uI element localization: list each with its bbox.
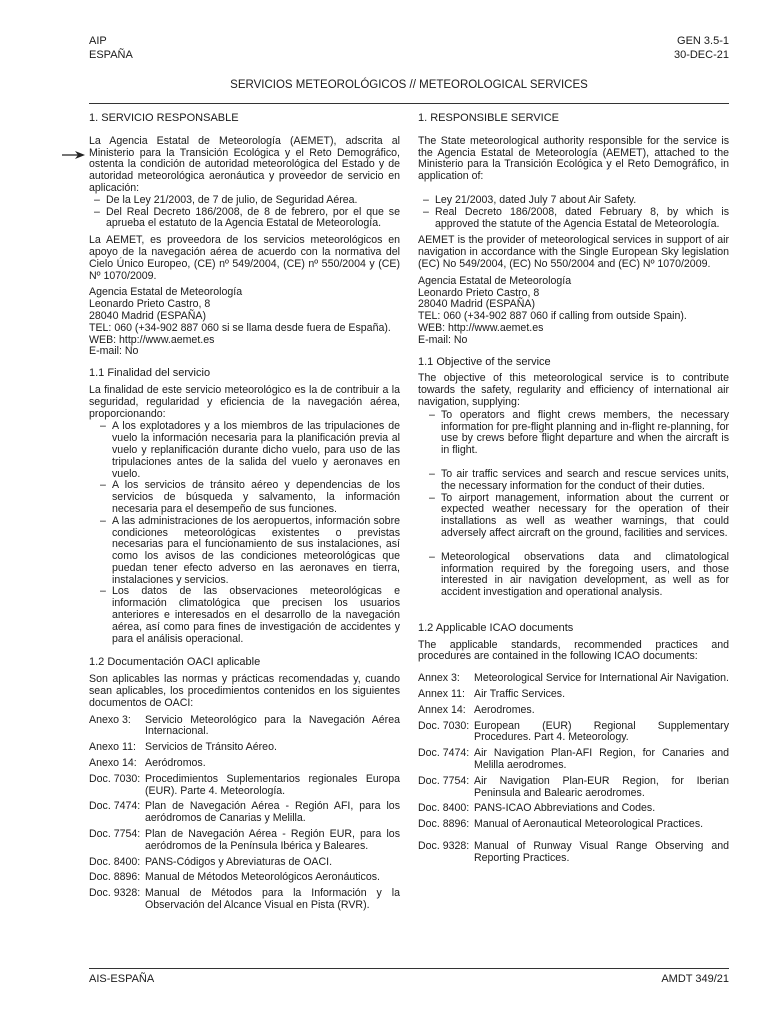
doc-row: Doc. 8400: PANS-Códigos y Abreviaturas de OACI. [89, 855, 333, 868]
paragraph: La Agencia Estatal de Meteorología (AEMET), adscrita al Ministerio para la Transición Ecológica y el Reto Demográfico, ostenta la condición de autoridad meteorológica del Estado y de autoridad meteorológica aeronáutica y proveedor de servicio en aplicación: [89, 134, 400, 194]
contact-line: E-mail: No [418, 333, 468, 346]
list-item: – To operators and flight crews members, the necessary information for pre-flight planning and in-flight re-planning, for use by crews before flight departure and when the aircraft is in flight. [429, 408, 729, 457]
list-item: – To air traffic services and search and rescue services units, the necessary information for the conduct of their duties. [429, 467, 729, 492]
section-heading: 1. RESPONSIBLE SERVICE [418, 112, 560, 124]
header-date: 30-DEC-21 [673, 49, 729, 61]
paragraph: The State meteorological authority responsible for the service is the Agencia Estatal de Meteorología (AEMET), attached to the Ministerio para la Transición Ecológica y el Reto Demográfico, in application of: [418, 134, 729, 183]
document-page [89, 0, 729, 1024]
list-item: – Del Real Decreto 186/2008, de 8 de febrero, por el que se aprueba el estatuto de la Agencia Estatal de Meteorología. [94, 205, 400, 230]
subsection-heading: 1.2 Documentación OACI aplicable [89, 656, 261, 669]
contact-line: 28040 Madrid (ESPAÑA) [89, 309, 206, 322]
paragraph: La finalidad de este servicio meteorológico es la de contribuir a la seguridad, regularidad y eficiencia de la navegación aérea, proporcionando: [89, 383, 400, 420]
list-item: – Ley 21/2003, dated July 7 about Air Safety. [423, 193, 637, 206]
footer-amendment: AMDT 349/21 [661, 973, 729, 985]
list-item: – To airport management, information about the current or expected weather necessary for the operation of their installations as well as weather warnings, that could adversely affect aircraft on the ground, facilities and services. [429, 491, 729, 539]
doc-row: Doc. 9328: Manual of Runway Visual Range Observing and Reporting Practices. [418, 840, 729, 864]
column-english [418, 113, 729, 869]
contact-line: E-mail: No [89, 345, 139, 358]
contact-line: TEL: 060 (+34-902 887 060 if calling from outside Spain). [418, 310, 687, 323]
doc-row: Doc. 7030: Procedimientos Suplementarios regionales Europa (EUR). Parte 4. Meteorología. [89, 772, 400, 797]
paragraph: The applicable standards, recommended practices and procedures are contained in the following ICAO documents: [418, 638, 729, 663]
doc-row: Doc. 8896: Manual of Aeronautical Meteorological Practices. [418, 818, 704, 831]
contact-line: Leonardo Prieto Castro, 8 [418, 286, 540, 299]
header-right [674, 34, 729, 62]
section-heading: 1. SERVICIO RESPONSABLE [89, 112, 239, 124]
contact-line: TEL: 060 (+34-902 887 060 si se llama desde fuera de España). [89, 321, 391, 334]
list-item: – A los servicios de tránsito aéreo y dependencias de los servicios de búsqueda y salvamento, la información necesaria para el desempeño de sus funciones. [100, 479, 400, 515]
header-country: ESPAÑA [89, 49, 133, 61]
doc-row: Anexo 14: Aeródromos. [89, 757, 206, 770]
paragraph: The objective of this meteorological service is to contribute towards the safety, regularity and efficiency of international air navigation, supplying: [418, 372, 729, 408]
doc-row: Doc. 7754: Air Navigation Plan-EUR Region, for Iberian Peninsula and Balearic aerodromes. [418, 774, 729, 799]
doc-row: Annex 3: Meteorological Service for International Air Navigation. [418, 672, 729, 685]
footer-rule [89, 968, 729, 969]
header-page-ref: GEN 3.5-1 [677, 35, 729, 47]
paragraph: AEMET is the provider of meteorological services in support of air navigation in accordance with the Single European Sky legislation (EC) No 549/2004, (EC) No 550/2004 and (EC) Nº 1070/2009. [418, 234, 729, 270]
header-left [89, 34, 133, 62]
footer-publisher: AIS-ESPAÑA [89, 973, 155, 985]
subsection-heading: 1.1 Objective of the service [418, 355, 551, 368]
header-aip: AIP [89, 35, 107, 47]
title-separator: // [406, 79, 420, 91]
doc-row: Doc. 7474: Plan de Navegación Aérea - Región AFI, para los aeródromos de Canarias y Melilla. [89, 800, 400, 825]
list-item: – A los explotadores y a los miembros de las tripulaciones de vuelo la información necesaria para la planificación previa al vuelo y replanificación durante dicho vuelo, para uso de las tripulaciones antes de la salida del vuelo y aeronaves en vuelo. [100, 420, 400, 480]
doc-row: Doc. 7474: Air Navigation Plan-AFI Region, for Canaries and Melilla aerodromes. [418, 747, 729, 772]
doc-row: Doc. 8896: Manual de Métodos Meteorológicos Aeronáuticos. [89, 871, 380, 884]
doc-row: Doc. 9328: Manual de Métodos para la Información y la Observación del Alcance Visual en Pista (RVR). [89, 887, 400, 912]
title-rule [89, 103, 729, 104]
doc-row: Doc. 8400: PANS-ICAO Abbreviations and Codes. [418, 802, 656, 815]
title-es: SERVICIOS METEOROLÓGICOS [230, 79, 407, 91]
column-spanish [89, 113, 400, 916]
doc-row: Doc. 7030: European (EUR) Regional Supplementary Procedures. Part 4. Meteorology. [418, 719, 729, 744]
contact-line: WEB: http://www.aemet.es [418, 321, 544, 334]
list-item: – De la Ley 21/2003, de 7 de julio, de Seguridad Aérea. [94, 193, 358, 206]
contact-block [89, 287, 400, 358]
subsection-heading: 1.2 Applicable ICAO documents [418, 621, 574, 634]
contact-line: Leonardo Prieto Castro, 8 [89, 298, 211, 311]
change-marker-arrow-icon [62, 149, 86, 161]
doc-row: Doc. 7754: Plan de Navegación Aérea - Región EUR, para los aeródromos de la Península Ibérica y Baleares. [89, 828, 400, 852]
contact-block [418, 276, 729, 347]
contact-line: Agencia Estatal de Meteorología [89, 286, 243, 299]
paragraph: La AEMET, es proveedora de los servicios meteorológicos en apoyo de la navegación aérea de acuerdo con la normativa del Cielo Único Europeo, (CE) nº 549/2004, (CE) nº 550/2004 y (CE) Nº 1070/2009. [89, 234, 400, 282]
title-en: METEOROLOGICAL SERVICES [419, 79, 588, 91]
doc-row: Anexo 11: Servicios de Tránsito Aéreo. [89, 741, 277, 754]
doc-row: Annex 11: Air Traffic Services. [418, 688, 566, 701]
page-title [89, 79, 729, 91]
list-item: – Real Decreto 186/2008, dated February 8, by which is approved the statute of the Agencia Estatal de Meteorología. [423, 205, 729, 230]
list-item: – Los datos de las observaciones meteorológicas e información climatológica que precisen los usuarios anteriores e interesados en el desarrollo de la navegación aérea, así como para fines de investigación de accidentes y para el análisis operacional. [100, 585, 400, 645]
contact-line: Agencia Estatal de Meteorología [418, 274, 572, 287]
contact-line: 28040 Madrid (ESPAÑA) [418, 298, 535, 311]
contact-line: WEB: http://www.aemet.es [89, 333, 215, 346]
doc-row: Annex 14: Aerodromes. [418, 703, 535, 716]
doc-row: Anexo 3: Servicio Meteorológico para la Navegación Aérea Internacional. [89, 713, 400, 738]
subsection-heading: 1.1 Finalidad del servicio [89, 367, 211, 380]
list-item: – A las administraciones de los aeropuertos, información sobre condiciones meteorológicas existentes o previstas necesarias para el funcionamiento de sus instalaciones, así como los avisos de las condiciones meteorológicas que puedan tener efecto adverso en las aeronaves en tierra, instalaciones y servicios. [100, 514, 400, 586]
paragraph: Son aplicables las normas y prácticas recomendadas y, cuando sean aplicables, los procedimientos contenidos en los siguientes documentos de OACI: [89, 673, 400, 709]
list-item: – Meteorological observations data and climatological information required by the foregoing users, and those interested in air navigation development, as well as for accident investigation and operational analysis. [429, 550, 729, 599]
